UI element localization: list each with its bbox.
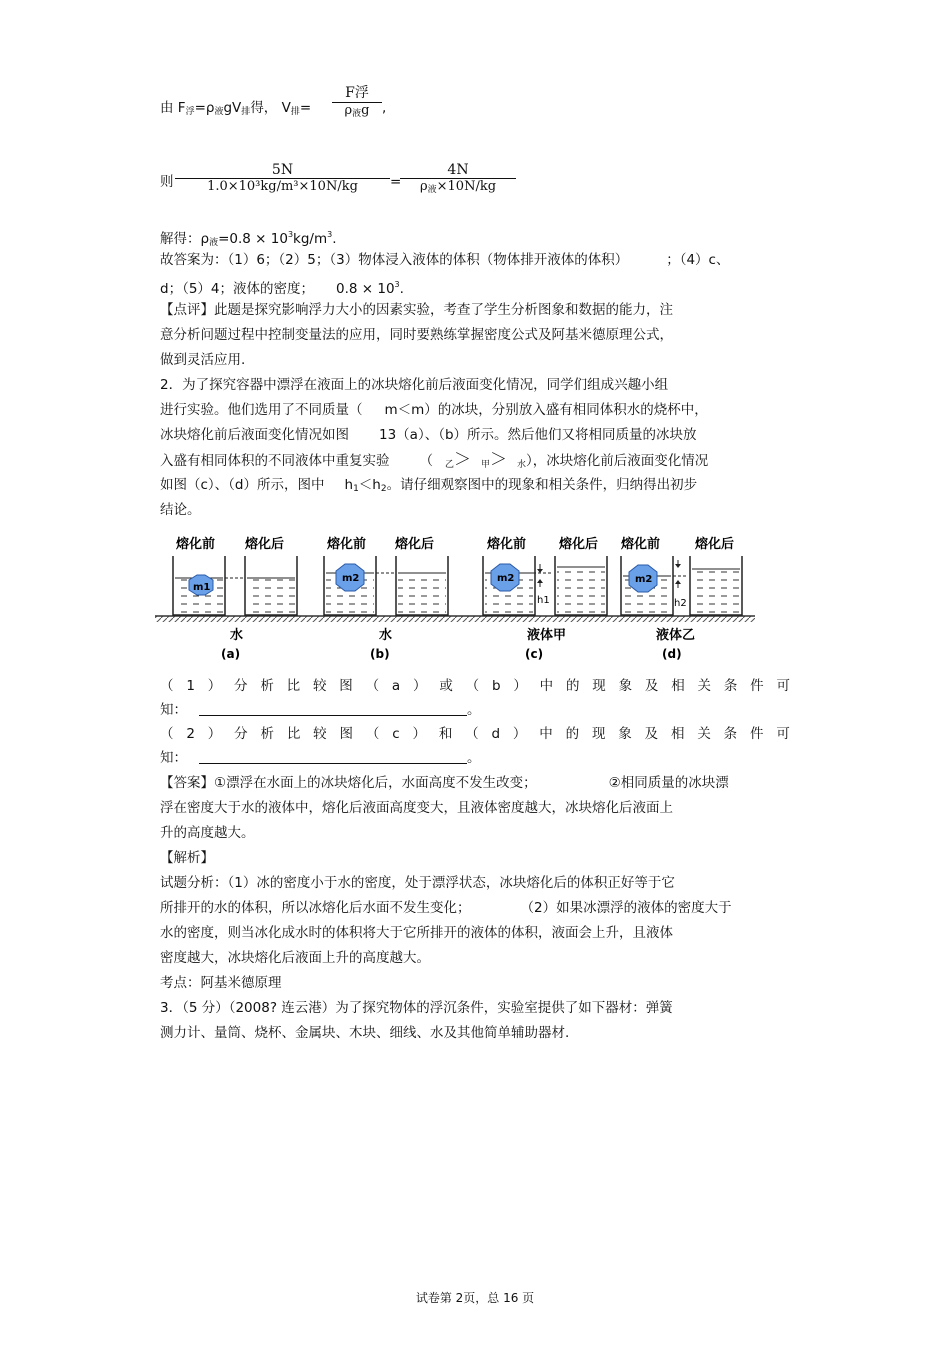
answer-2-line: 浮在密度大于水的液体中，熔化后液面高度变大，且液体密度越大，冰块熔化后液面上 — [160, 800, 673, 816]
page-footer: 试卷第 2页，总 16 页 — [415, 1291, 535, 1305]
sub-question-1: （ 1 ） 分 析 比 较 图 （ a ） 或 （ b ） 中 的 现 象 及 相 关 条 件 可 — [160, 678, 790, 694]
after-label: 熔化后 — [245, 537, 285, 552]
fraction-v-displaced: F浮 $\rho_液g$ — [332, 82, 382, 119]
before-label: 熔化前 — [487, 537, 527, 552]
mass-label: m1 — [193, 582, 211, 593]
comment-line: 意分析问题过程中控制变量法的应用，同时要熟练掌握密度公式及阿基米德原理公式， — [160, 327, 673, 343]
answer-2-line: 升的高度越大。 — [160, 825, 255, 841]
sub-question-1-answer-line: 知： 。 — [160, 702, 481, 718]
question-2-line: 结论。 — [160, 502, 201, 518]
figure-label: (c) — [525, 647, 544, 661]
question-2-line: 入盛有相同体积的不同液体中重复实验 （ $_乙$＞ $_甲$＞ $_水$），冰块熔化前后液面变化情况 — [160, 450, 709, 470]
analysis-line: 所排开的水的体积，所以冰熔化后水面不发生变化； （2）如果冰漂浮的液体的密度大于 — [160, 900, 732, 916]
formula-comma: , — [382, 100, 387, 116]
formula-line-2-prefix: 则 — [160, 174, 174, 190]
question-3-line: 3．（5 分）（2008? 连云港）为了探究物体的浮沉条件，实验室提供了如下器材：弹簧 — [160, 1000, 673, 1016]
formula-line-1: 由 $F_浮=\rho_液gV_排$得， $V_排=$ — [160, 100, 312, 117]
analysis-line: 水的密度，则当冰化成水时的体积将大于它所排开的液体的体积，液面会上升，且液体 — [160, 925, 673, 941]
solve-line: 解得：$\rho_液=0.8 \times 10^3kg/m^3$. — [160, 230, 337, 248]
beaker-group-c — [483, 536, 607, 661]
analysis-title: 【解析】 — [160, 850, 214, 866]
comment-line: 做到灵活应用. — [160, 352, 246, 368]
height-label: h2 — [674, 598, 687, 609]
analysis-line: 试题分析：（1）冰的密度小于水的密度，处于漂浮状态，冰块熔化后的体积正好等于它 — [160, 875, 675, 891]
beaker-group-b — [324, 536, 448, 661]
liquid-label: 液体乙 — [656, 628, 696, 643]
figure-label: (a) — [221, 647, 241, 661]
question-2-line: 冰块熔化前后液面变化情况如图 13（a）、（b）所示。然后他们又将相同质量的冰块放 — [160, 427, 697, 443]
question-3-line: 测力计、量筒、烧杯、金属块、木块、细线、水及其他简单辅助器材. — [160, 1025, 570, 1041]
height-label: h1 — [537, 595, 550, 606]
ice-melting-figure — [155, 528, 755, 668]
sub-question-2-answer-line: 知： 。 — [160, 750, 481, 766]
answer-line-2: d；（5）4；液体的密度； $0.8 \times 10^3$. — [160, 280, 404, 297]
question-2-line: 2．为了探究容器中漂浮在液面上的冰块熔化前后液面变化情况，同学们组成兴趣小组 — [160, 377, 669, 393]
fraction-left: 5N 1.0×10³kg/m³×10N/kg — [175, 162, 390, 194]
liquid-label: 液体甲 — [527, 628, 567, 643]
answer-blank[interactable] — [199, 701, 467, 716]
formula-equals: = — [390, 174, 402, 190]
figure-label: (d) — [662, 647, 682, 661]
fraction-right: 4N $\rho_液\times 10N/kg$ — [400, 162, 516, 195]
mass-label: m2 — [342, 573, 360, 584]
after-label: 熔化后 — [395, 537, 435, 552]
beaker-group-d — [620, 536, 742, 661]
after-label: 熔化后 — [695, 537, 735, 552]
answer-2-line: 【答案】①漂浮在水面上的冰块熔化后，水面高度不发生改变； ②相同质量的冰块漂 — [160, 775, 729, 791]
analysis-line: 密度越大，冰块熔化后液面上升的高度越大。 — [160, 950, 430, 966]
answer-blank[interactable] — [199, 749, 467, 764]
beaker-group-a — [173, 536, 297, 661]
before-label: 熔化前 — [176, 537, 216, 552]
comment-line: 【点评】此题是探究影响浮力大小的因素实验，考查了学生分析图象和数据的能力，注 — [160, 302, 673, 318]
before-label: 熔化前 — [621, 537, 661, 552]
liquid-label: 水 — [230, 628, 244, 643]
mass-label: m2 — [497, 573, 515, 584]
after-label: 熔化后 — [559, 537, 599, 552]
question-2-line: 进行实验。他们选用了不同质量（ m＜m）的冰块，分别放入盛有相同体积水的烧杯中， — [160, 402, 708, 418]
before-label: 熔化前 — [327, 537, 367, 552]
mass-label: m2 — [635, 574, 653, 585]
sub-question-2: （ 2 ） 分 析 比 较 图 （ c ） 和 （ d ） 中 的 现 象 及 相 关 条 件 可 — [160, 726, 790, 742]
answer-line-1: 故答案为：（1）6；（2）5；（3）物体浸入液体的体积（物体排开液体的体积） ；（4）c、 — [160, 252, 730, 268]
analysis-line: 考点：阿基米德原理 — [160, 975, 282, 991]
question-2-line: 如图（c）、（d）所示，图中 $h_1<h_2$。请仔细观察图中的现象和相关条件，归纳得出初步 — [160, 477, 698, 494]
figure-label: (b) — [370, 647, 390, 661]
liquid-label: 水 — [379, 628, 393, 643]
